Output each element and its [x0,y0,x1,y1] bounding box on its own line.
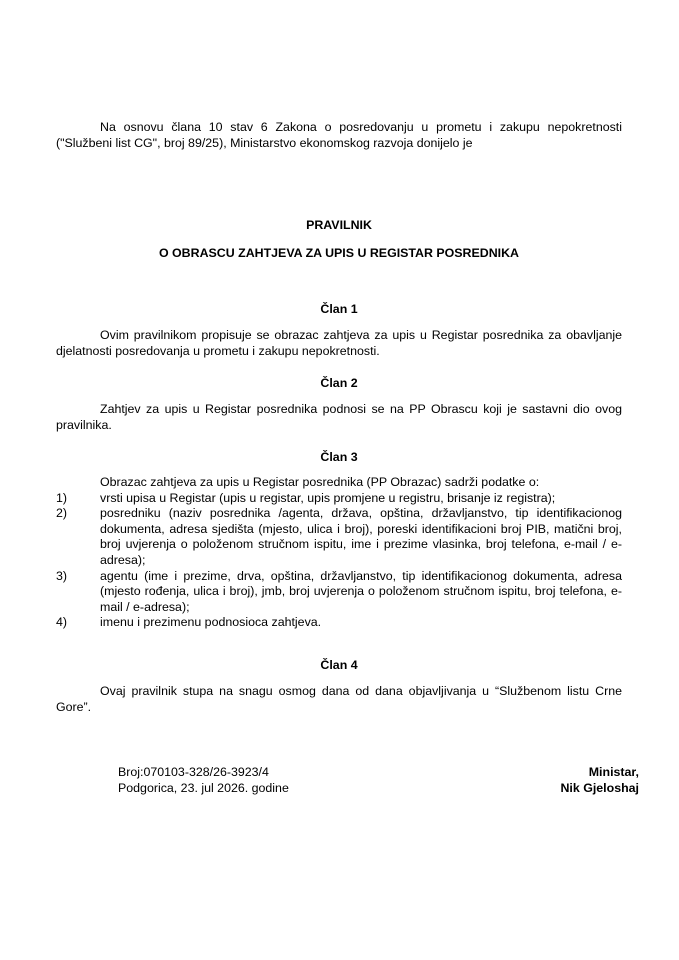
signatory-name: Nik Gjeloshaj [560,781,639,795]
signatory-title: Ministar, [588,765,639,779]
document-subtitle: O OBRASCU ZAHTJEVA ZA UPIS U REGISTAR POSREDNIKA [158,246,520,260]
list-item-text: agentu (ime i prezime, drva, opština, državljanstvo, tip identifikacionog dokumenta, adresa (mjesto rođenja, ulica i broj), jmb, broj uvjerenja o položenom stručnom ispitu, broj telefona, e-mail / e-adresa); [100,568,622,614]
list-item-number: 4) [56,615,68,630]
list-item-text: posredniku (naziv posrednika /agenta, država, opština, državljanstvo, tip identifikacionog dokumenta, adresa sjedišta (mjesto, ulica i broj), poreski identifikacioni broj PIB, matični broj, broj uvjerenja o položenom stručnom ispitu, ime i prezime vlasinka, broj telefona, e-mail / e-adresa); [100,506,622,567]
document-title: PRAVILNIK [306,218,372,232]
document-number: Broj:070103-328/26-3923/4 [118,765,269,779]
signature-block [560,764,639,796]
preamble: Na osnovu člana 10 stav 6 Zakona o posredovanju u prometu i zakupu nepokretnosti ("Službeni list CG", broj 89/25), Ministarstvo ekonomskog razvoja donijelo je [56,120,622,150]
list-item-text: vrsti upisa u Registar (upis u registar, upis promjene u registru, brisanje iz registra); [100,490,556,505]
article-4-heading: Član 4 [320,658,358,672]
article-3-intro: Obrazac zahtjeva za upis u Registar posrednika (PP Obrazac) sadrži podatke o: [100,475,540,489]
list-item [56,569,622,616]
article-2-text: Zahtjev za upis u Registar posrednika podnosi se na PP Obrascu koji je sastavni dio ovog pravilnika. [56,402,622,432]
document-reference [118,764,289,796]
article-2-heading: Član 2 [320,376,358,390]
list-item-number: 2) [56,506,68,521]
list-item [56,506,622,568]
place-and-date: Podgorica, 23. jul 2026. godine [118,781,289,795]
list-item [56,491,622,507]
article-3-heading: Član 3 [320,450,358,464]
article-3-body [56,475,622,631]
article-4-text: Ovaj pravilnik stupa na snagu osmog dana od dana objavljivanja u “Službenom listu Crne Gore”. [56,684,622,714]
list-item-text: imenu i prezimenu podnosioca zahtjeva. [100,615,322,630]
article-1-text: Ovim pravilnikom propisuje se obrazac zahtjeva za upis u Registar posrednika za obavljanje djelatnosti posredovanja u prometu i zakupu nepokretnosti. [56,328,622,358]
article-1-heading: Član 1 [320,302,358,316]
list-item-number: 3) [56,568,68,583]
list-item-number: 1) [56,490,68,505]
list-item [56,615,622,631]
